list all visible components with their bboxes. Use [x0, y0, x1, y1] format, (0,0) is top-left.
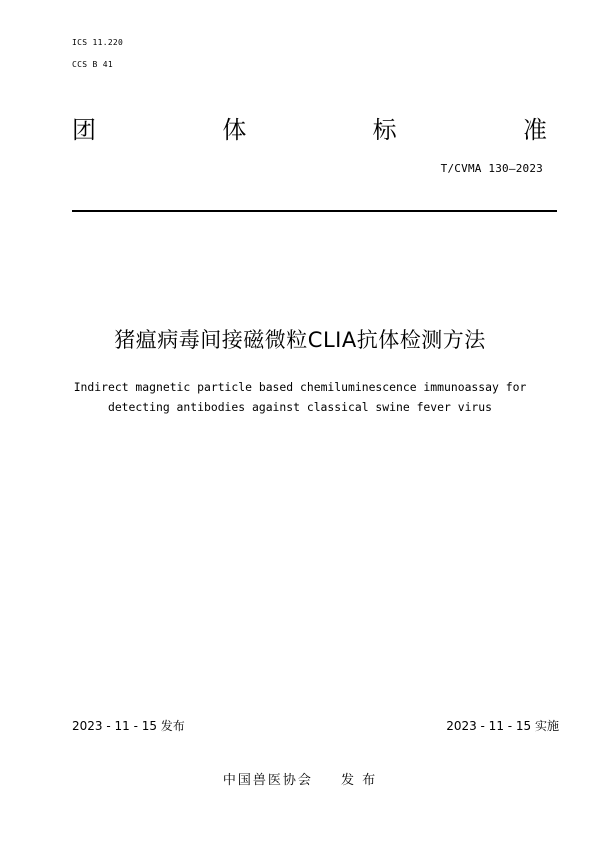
publisher-name: 中国兽医协会 — [222, 773, 313, 788]
title-chinese: 猪瘟病毒间接磁微粒CLIA抗体检测方法 — [114, 328, 486, 352]
ccs-code: CCS B 41 — [72, 60, 113, 69]
issue-date: 2023 - 11 - 15 发布 — [72, 719, 185, 733]
header-divider — [72, 210, 557, 212]
implementation-date: 2023 - 11 - 15 实施 — [446, 719, 559, 733]
ics-code: ICS 11.220 — [72, 38, 124, 47]
title-english-line-1: Indirect magnetic particle based chemiluminescence immunoassay for — [73, 380, 527, 394]
standard-type-char: 团 — [72, 116, 96, 144]
standard-number: T/CVMA 130—2023 — [440, 162, 543, 175]
publisher-line — [0, 772, 600, 790]
standard-type-heading — [72, 114, 547, 146]
title-english-line-2: detecting antibodies against classical swine fever virus — [107, 400, 493, 414]
standard-type-char: 准 — [522, 116, 547, 144]
standard-type-char: 体 — [222, 116, 247, 144]
publish-label: 发 布 — [340, 773, 378, 788]
standard-type-char: 标 — [372, 116, 397, 144]
